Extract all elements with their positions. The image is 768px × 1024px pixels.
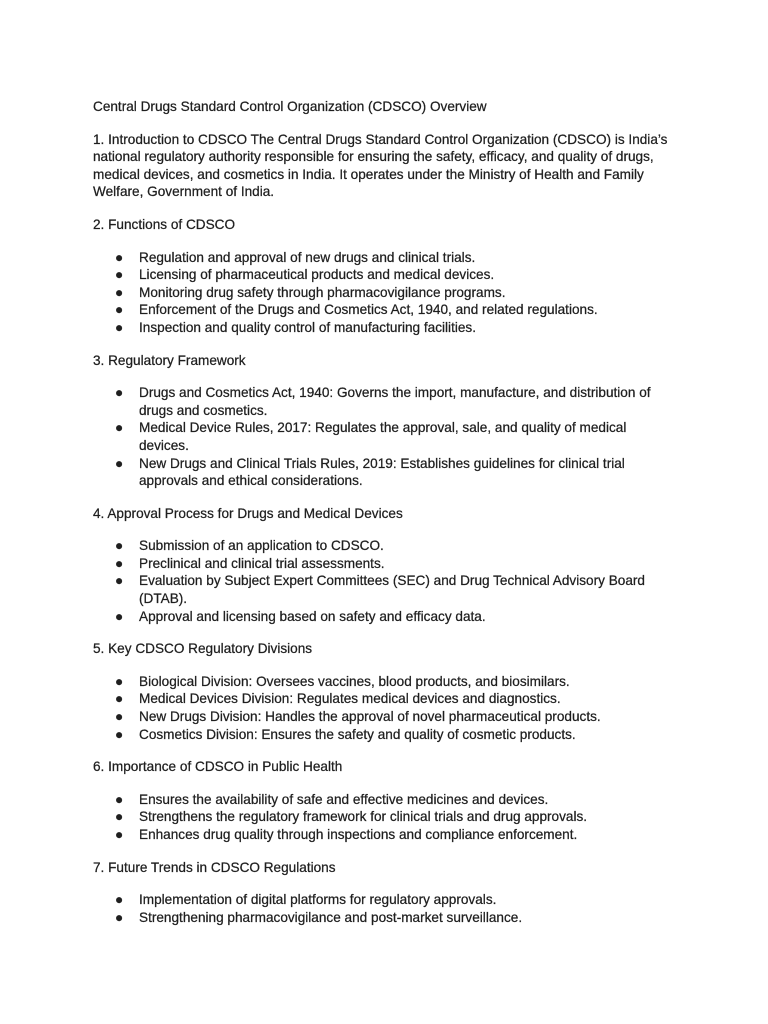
list-item-text: Biological Division: Oversees vaccines, blood products, and biosimilars. bbox=[139, 673, 570, 689]
list-item bbox=[93, 808, 678, 826]
bullet-icon: ● bbox=[115, 385, 124, 401]
bullet-icon: ● bbox=[115, 249, 124, 265]
list-item-text: Cosmetics Division: Ensures the safety and quality of cosmetic products. bbox=[139, 726, 576, 742]
list-item-text: Preclinical and clinical trial assessments. bbox=[139, 555, 385, 571]
bullet-icon: ● bbox=[115, 420, 124, 436]
list-item-text: Strengthens the regulatory framework for clinical trials and drug approvals. bbox=[139, 809, 588, 825]
list-item bbox=[93, 284, 678, 302]
bullet-list bbox=[93, 673, 678, 743]
bullet-list bbox=[93, 537, 678, 625]
list-item bbox=[93, 791, 678, 809]
list-item-text: Enforcement of the Drugs and Cosmetics Act, 1940, and related regulations. bbox=[139, 302, 598, 318]
list-item bbox=[93, 301, 678, 319]
section-heading: 2. Functions of CDSCO bbox=[93, 216, 236, 232]
document-page bbox=[93, 98, 678, 941]
list-item-text: Regulation and approval of new drugs and clinical trials. bbox=[139, 249, 476, 265]
list-item-text: Strengthening pharmacovigilance and post-market surveillance. bbox=[139, 909, 523, 925]
list-item-text: New Drugs Division: Handles the approval of novel pharmaceutical products. bbox=[139, 709, 601, 725]
list-item-text: Inspection and quality control of manufacturing facilities. bbox=[139, 319, 477, 335]
bullet-list bbox=[93, 249, 678, 337]
bullet-icon: ● bbox=[115, 726, 124, 742]
list-item-text: Submission of an application to CDSCO. bbox=[139, 538, 384, 554]
section-heading: 7. Future Trends in CDSCO Regulations bbox=[93, 859, 336, 875]
section-heading: 4. Approval Process for Drugs and Medical Devices bbox=[93, 505, 403, 521]
list-item-text: Implementation of digital platforms for regulatory approvals. bbox=[139, 892, 497, 908]
list-item-text: Medical Device Rules, 2017: Regulates the approval, sale, and quality of medical devices. bbox=[139, 420, 627, 453]
list-item bbox=[93, 726, 678, 744]
list-item-text: Medical Devices Division: Regulates medical devices and diagnostics. bbox=[139, 691, 561, 707]
bullet-icon: ● bbox=[115, 691, 124, 707]
document-body bbox=[93, 131, 678, 927]
bullet-icon: ● bbox=[115, 455, 124, 471]
list-item bbox=[93, 826, 678, 844]
list-item-text: New Drugs and Clinical Trials Rules, 2019: Establishes guidelines for clinical trial approvals and ethical considerations. bbox=[139, 455, 625, 489]
section-heading: 3. Regulatory Framework bbox=[93, 352, 246, 368]
bullet-list bbox=[93, 891, 678, 926]
bullet-icon: ● bbox=[115, 573, 124, 589]
bullet-icon: ● bbox=[115, 809, 124, 825]
list-item bbox=[93, 384, 678, 419]
list-item-text: Ensures the availability of safe and effective medicines and devices. bbox=[139, 791, 549, 807]
list-item-text: Enhances drug quality through inspections and compliance enforcement. bbox=[139, 827, 578, 842]
bullet-icon: ● bbox=[115, 709, 124, 725]
bullet-icon: ● bbox=[115, 673, 124, 689]
bullet-icon: ● bbox=[115, 555, 124, 571]
bullet-icon: ● bbox=[115, 608, 124, 624]
list-item-text: Licensing of pharmaceutical products and medical devices. bbox=[139, 267, 495, 283]
list-item bbox=[93, 249, 678, 267]
list-item-text: Approval and licensing based on safety and efficacy data. bbox=[139, 608, 486, 624]
bullet-icon: ● bbox=[115, 319, 124, 335]
bullet-icon: ● bbox=[115, 267, 124, 283]
bullet-icon: ● bbox=[115, 538, 124, 554]
list-item bbox=[93, 708, 678, 726]
list-item bbox=[93, 690, 678, 708]
list-item bbox=[93, 572, 678, 607]
list-item bbox=[93, 266, 678, 284]
list-item bbox=[93, 555, 678, 573]
list-item bbox=[93, 455, 678, 490]
section-heading: 6. Importance of CDSCO in Public Health bbox=[93, 759, 343, 775]
list-item bbox=[93, 909, 678, 927]
list-item-text: Monitoring drug safety through pharmacovigilance programs. bbox=[139, 284, 506, 300]
section-heading: 1. Introduction to CDSCO The Central Drugs Standard Control Organization (CDSCO) is India’s national regulatory authority responsible for ensuring the safety, efficacy, and quality of drugs, medical devices, and cosmetics in India. It operates under the Ministry of Health and Family Welfare, Government of India. bbox=[93, 131, 668, 200]
section-heading: 5. Key CDSCO Regulatory Divisions bbox=[93, 641, 313, 657]
list-item bbox=[93, 673, 678, 691]
list-item bbox=[93, 419, 678, 454]
list-item bbox=[93, 537, 678, 555]
bullet-icon: ● bbox=[115, 302, 124, 318]
list-item bbox=[93, 891, 678, 909]
list-item bbox=[93, 319, 678, 337]
document-title: Central Drugs Standard Control Organization (CDSCO) Overview bbox=[93, 99, 487, 114]
bullet-list bbox=[93, 791, 678, 844]
bullet-icon: ● bbox=[115, 909, 124, 925]
bullet-list bbox=[93, 384, 678, 490]
list-item-text: Drugs and Cosmetics Act, 1940: Governs the import, manufacture, and distribution of drugs and cosmetics. bbox=[139, 385, 651, 418]
bullet-icon: ● bbox=[115, 791, 124, 807]
bullet-icon: ● bbox=[115, 827, 124, 842]
list-item bbox=[93, 608, 678, 626]
bullet-icon: ● bbox=[115, 892, 124, 908]
list-item-text: Evaluation by Subject Expert Committees (SEC) and Drug Technical Advisory Board (DTAB). bbox=[139, 573, 645, 607]
bullet-icon: ● bbox=[115, 284, 124, 300]
